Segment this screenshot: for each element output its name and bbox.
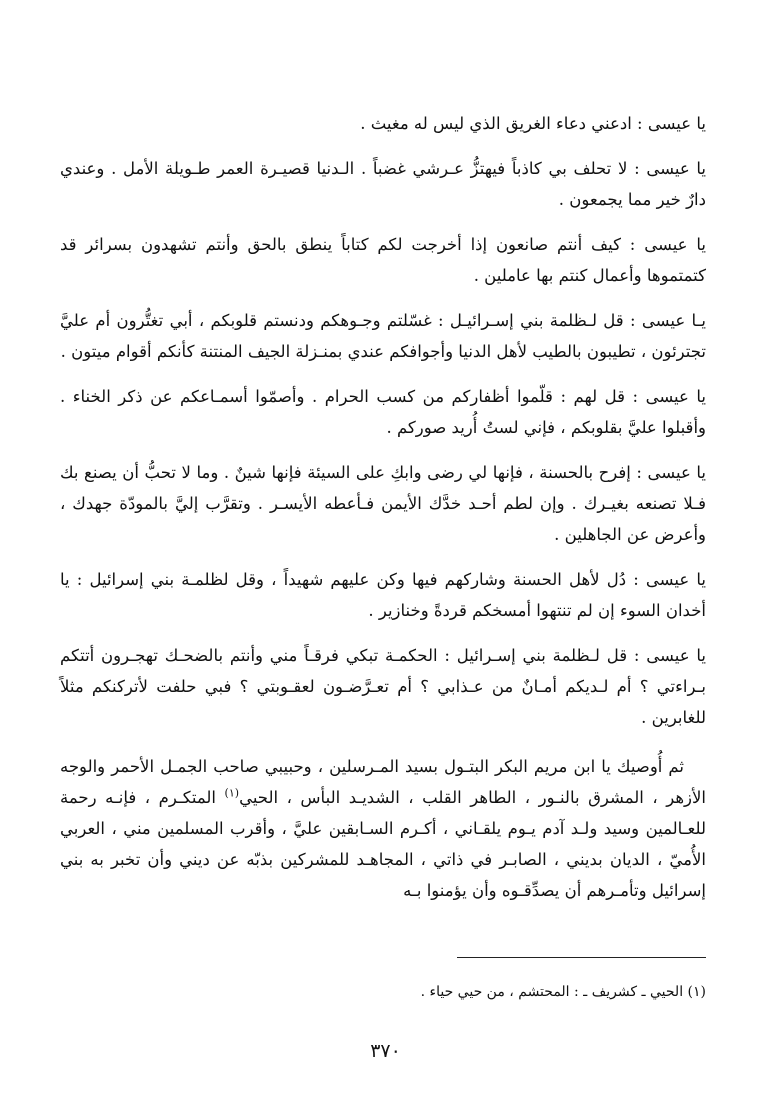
footnote-divider [457, 957, 706, 958]
paragraph: يا عيسى : إفرح بالحسنة ، فإنها لي رضى وابكِ على السيئة فإنها شينٌ . وما لا تحبُّ أن يصنع بك فـلا تصنعه بغيـرك . وإن لطم أحـد خدَّك الأيمن فـأعطه الأيسـر . وتقرَّب إليَّ بالمودّة جهدك ، وأعرض عن الجاهلين . [60, 463, 706, 544]
paragraph: يا عيسى : قل لهم : قلّموا أظفاركم من كسب الحرام . وأصمّوا أسمـاعكم عن ذكر الخناء . وأقبلوا عليَّ بقلوبكم ، فإني لستُ أُريد صوركم . [60, 387, 706, 437]
paragraph-text: ثم أُوصيك يا ابن مريم البكر البتـول بسيد المـرسلين ، وحبيبي صاحب الجمـل الأحمر والوجه الأزهر ، المشرق بالنـور ، الطاهر القلب ، الشديـد البأس ، الحيي [60, 757, 706, 807]
paragraph: يا عيسى : قل لـظلمة بني إسـرائيل : الحكمـة تبكي فرقـاً مني وأنتم بالضحـك تهجـرون أتتكم بـراءتي ؟ أم لـديكم أمـانٌ من عـذابي ؟ أم تعـرَّضـون لعقـوبتي ؟ فبي حلفت لأتركنكم مثلاً للغابرين . [60, 646, 706, 727]
paragraph: يا عيسى : ادعني دعاء الغريق الذي ليس له مغيث . [360, 114, 706, 133]
paragraph: يا عيسى : كيف أنتم صانعون إذا أخرجت لكم كتاباً ينطق بالحق وأنتم تشهدون بسرائر قد كتمتموها وأعمال كنتم بها عاملين . [60, 235, 706, 285]
footnote: (١) الحيي ـ كشريف ـ : المحتشم ، من حيي حياء . [420, 984, 706, 1000]
paragraph: يا عيسى : دُل لأهل الحسنة وشاركهم فيها وكن عليهم شهيداً ، وقل لظلمـة بني إسرائيل : يا أخدان السوء إن لم تنتهوا أمسخكم قردةً وخنازير . [60, 570, 706, 620]
footnote-reference: (١) [224, 786, 240, 800]
page-number: ٣٧٠ [370, 1040, 401, 1062]
paragraph: يـا عيسى : قل لـظلمة بني إسـرائيـل : غسّلتم وجـوهكم ودنستم قلوبكم ، أبي تغتُّرون أم عليَّ تجترئون ، تطيبون بالطيب لأهل الدنيا وأجوافكم عندي بمنـزلة الجيف المنتنة كأنكم أقوام ميتون . [60, 311, 706, 361]
paragraph-with-footnote [60, 751, 706, 906]
page-body [60, 108, 706, 920]
paragraph-text: المتكـرم ، فإنـه رحمة للعـالمين وسيد ولـد آدم يـوم يلقـاني ، أكـرم السـابقين عليَّ ، وأقرب المسلمين مني ، العربي الأُميّ ، الديان بديني ، الصابـر في ذاتي ، المجاهـد للمشركين بذبّه عن ديني وأن تخبر به بني إسرائيل وتأمـرهم أن يصدِّقـوه وأن يؤمنوا بـه [60, 788, 706, 900]
paragraph: يا عيسى : لا تحلف بي كاذباً فيهتزُّ عـرشي غضباً . الـدنيا قصيـرة العمر طـويلة الأمل . وعندي دارٌ خير مما يجمعون . [60, 159, 706, 209]
